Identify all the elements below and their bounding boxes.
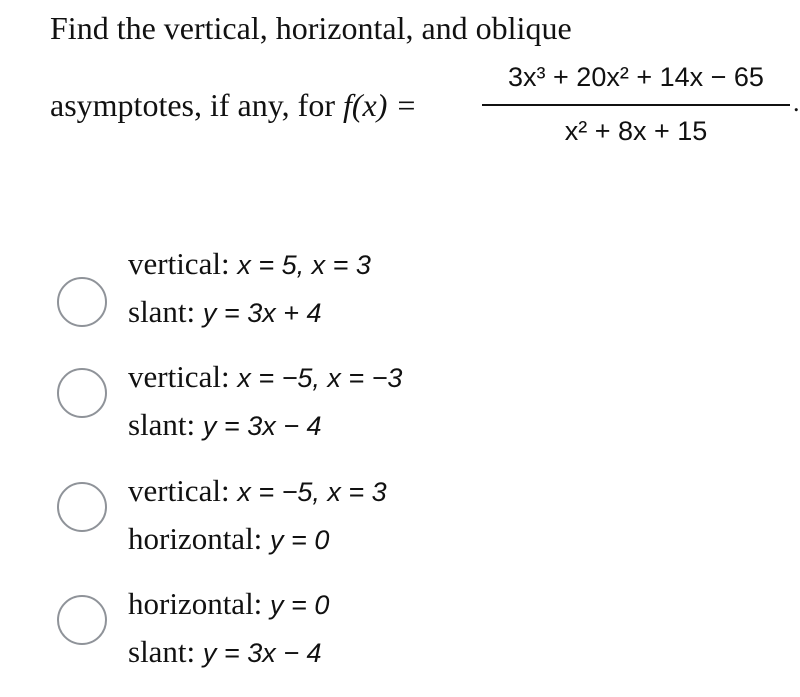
option-3-line-1 <box>128 472 387 511</box>
question-line-1: Find the vertical, horizontal, and oblique <box>50 10 572 46</box>
answer-option-4[interactable] <box>0 585 800 697</box>
option-label: vertical: <box>128 473 230 508</box>
option-math: y = 3x − 4 <box>202 638 322 668</box>
answer-option-3[interactable] <box>0 472 800 584</box>
option-label: vertical: <box>128 246 230 281</box>
option-label: slant: <box>128 294 196 329</box>
option-math: x = −5, x = 3 <box>237 477 387 507</box>
fraction-bar <box>482 104 790 106</box>
period: . <box>793 88 800 117</box>
question-line-2 <box>50 85 417 125</box>
radio-button-3[interactable] <box>57 482 107 532</box>
radio-button-2[interactable] <box>57 368 107 418</box>
option-1-line-1 <box>128 245 371 284</box>
option-math: x = −5, x = −3 <box>237 363 403 393</box>
radio-button-1[interactable] <box>57 277 107 327</box>
denominator: x² + 8x + 15 <box>564 116 708 146</box>
option-2-line-2 <box>128 406 322 445</box>
function-label: f(x) = <box>342 87 417 123</box>
option-label: vertical: <box>128 359 230 394</box>
option-label: slant: <box>128 407 196 442</box>
option-math: y = 0 <box>270 525 330 555</box>
answer-option-1[interactable] <box>0 245 800 357</box>
option-label: horizontal: <box>128 586 263 621</box>
numerator: 3x³ + 20x² + 14x − 65 <box>508 62 764 92</box>
question-prefix: asymptotes, if any, for <box>50 87 335 123</box>
option-math: y = 0 <box>270 590 330 620</box>
option-label: horizontal: <box>128 521 263 556</box>
option-2-line-1 <box>128 358 402 397</box>
option-1-line-2 <box>128 293 322 332</box>
option-math: y = 3x + 4 <box>202 298 322 328</box>
option-3-line-2 <box>128 520 329 559</box>
option-4-line-2 <box>128 633 322 672</box>
option-math: x = 5, x = 3 <box>237 250 371 280</box>
option-label: slant: <box>128 634 196 669</box>
option-4-line-1 <box>128 585 329 624</box>
radio-button-4[interactable] <box>57 595 107 645</box>
answer-option-2[interactable] <box>0 358 800 470</box>
option-math: y = 3x − 4 <box>202 411 322 441</box>
